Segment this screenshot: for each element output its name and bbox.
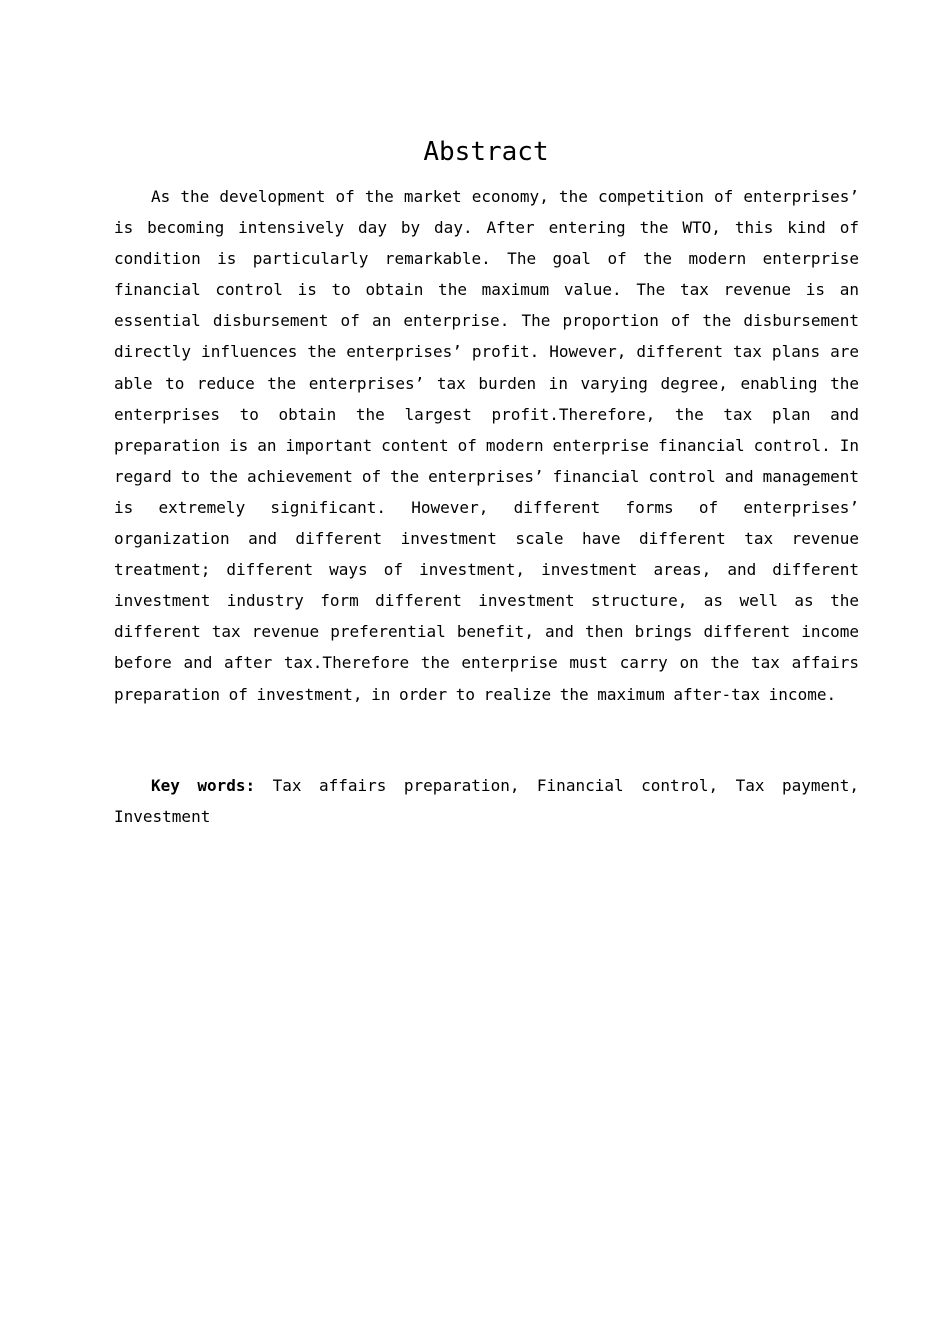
abstract-title: Abstract	[423, 137, 549, 167]
keywords-text: Tax affairs preparation, Financial control, Tax payment, Investment	[114, 776, 860, 827]
keywords-label: Key words:	[151, 776, 256, 795]
keywords-paragraph	[114, 770, 859, 832]
abstract-body: As the development of the market economy, the competition of enterprises’ is becoming intensively day by day. After entering the WTO, this kind of condition is particularly remarkable. The goal of the modern enterprise financial control is to obtain the maximum value. The tax revenue is an essential disbursement of an enterprise. The proportion of the disbursement directly influences the enterprises’ profit. However, different tax plans are able to reduce the enterprises’ tax burden in varying degree, enabling the enterprises to obtain the largest profit.Therefore, the tax plan and preparation is an important content of modern enterprise financial control. In regard to the achievement of the enterprises’ financial control and management is extremely significant. However, different forms of enterprises’ organization and different investment scale have different tax revenue treatment; different ways of investment, investment areas, and different investment industry form different investment structure, as well as the different tax revenue preferential benefit, and then brings different income before and after tax.Therefore the enterprise must carry on the tax affairs preparation of investment, in order to realize the maximum after-tax income.	[114, 187, 859, 704]
